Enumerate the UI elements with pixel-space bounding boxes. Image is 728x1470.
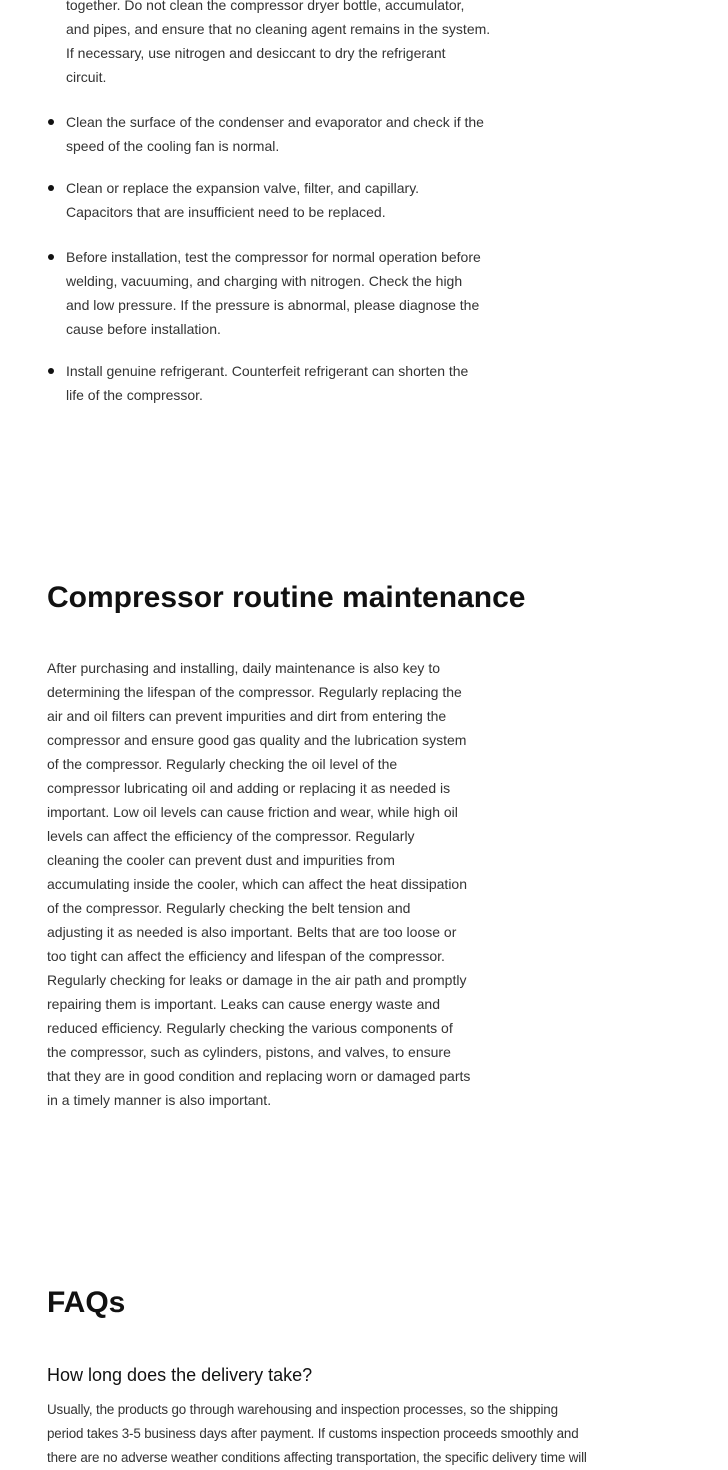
list-item-line: Clean the surface of the condenser and evaporator and check if the [66,114,484,130]
paragraph-line: period takes 3-5 business days after payment. If customs inspection proceeds smoothly and [47,1426,579,1441]
list-item-line: Clean or replace the expansion valve, filter, and capillary. [66,180,420,196]
faq-answer [47,1398,647,1470]
paragraph-line: repairing them is important. Leaks can cause energy waste and [47,996,440,1012]
list-item-line: Before installation, test the compressor for normal operation before [66,249,481,265]
list-item-line: speed of the cooling fan is normal. [66,138,280,154]
list-item [47,359,507,407]
list-item-line: If necessary, use nitrogen and desiccant to dry the refrigerant [66,45,446,61]
list-item-line: together. Do not clean the compressor dryer bottle, accumulator, [66,0,465,13]
section-heading-maintenance: Compressor routine maintenance [47,581,526,614]
bullet-icon [48,254,54,260]
paragraph-line: compressor lubricating oil and adding or replacing it as needed is [47,780,451,796]
list-item-line: cause before installation. [66,321,221,337]
faq-question: How long does the delivery take? [47,1365,313,1385]
bullet-icon [48,185,54,191]
paragraph-line: levels can affect the efficiency of the compressor. Regularly [47,828,415,844]
paragraph-line: of the compressor. Regularly checking the belt tension and [47,900,411,916]
list-item-line: Capacitors that are insufficient need to be replaced. [66,204,386,220]
list-item-line: welding, vacuuming, and charging with nitrogen. Check the high [66,273,463,289]
list-item-line: and pipes, and ensure that no cleaning agent remains in the system. [66,21,491,37]
paragraph-line: the compressor, such as cylinders, pistons, and valves, to ensure [47,1044,451,1060]
paragraph-line: determining the lifespan of the compressor. Regularly replacing the [47,684,462,700]
section-heading-faqs: FAQs [47,1286,126,1319]
list-item [47,245,507,341]
paragraph-line: cleaning the cooler can prevent dust and impurities from [47,852,395,868]
paragraph-line: compressor and ensure good gas quality and the lubrication system [47,732,467,748]
list-item [47,110,507,158]
paragraph-line: After purchasing and installing, daily maintenance is also key to [47,660,440,676]
installation-tips-list [47,110,507,158]
paragraph-line: Regularly checking for leaks or damage in the air path and promptly [47,972,467,988]
paragraph-line: that they are in good condition and replacing worn or damaged parts [47,1068,471,1084]
list-item-line: life of the compressor. [66,387,203,403]
paragraph-line: there are no adverse weather conditions affecting transportation, the specific delivery time will [47,1450,587,1465]
paragraph-line: adjusting it as needed is also important. Belts that are too loose or [47,924,457,940]
installation-tips-list [47,245,507,341]
installation-tips-continued [47,0,507,89]
list-item [47,176,507,224]
paragraph-line: air and oil filters can prevent impurities and dirt from entering the [47,708,447,724]
list-item-line: and low pressure. If the pressure is abnormal, please diagnose the [66,297,480,313]
bullet-icon [48,119,54,125]
installation-tips-list [47,359,507,407]
paragraph-line: of the compressor. Regularly checking the oil level of the [47,756,398,772]
paragraph-line: Usually, the products go through warehousing and inspection processes, so the shipping [47,1402,558,1417]
list-item-line: circuit. [66,69,107,85]
list-item-line: Install genuine refrigerant. Counterfeit refrigerant can shorten the [66,363,469,379]
list-item-continued [47,0,507,89]
paragraph-line: too tight can affect the efficiency and lifespan of the compressor. [47,948,445,964]
installation-tips-list [47,176,507,224]
paragraph-line: important. Low oil levels can cause friction and wear, while high oil [47,804,458,820]
paragraph-line: reduced efficiency. Regularly checking the various components of [47,1020,453,1036]
bullet-icon [48,368,54,374]
paragraph-line: in a timely manner is also important. [47,1092,272,1108]
paragraph-line: accumulating inside the cooler, which can affect the heat dissipation [47,876,467,892]
maintenance-paragraph [47,656,487,1112]
